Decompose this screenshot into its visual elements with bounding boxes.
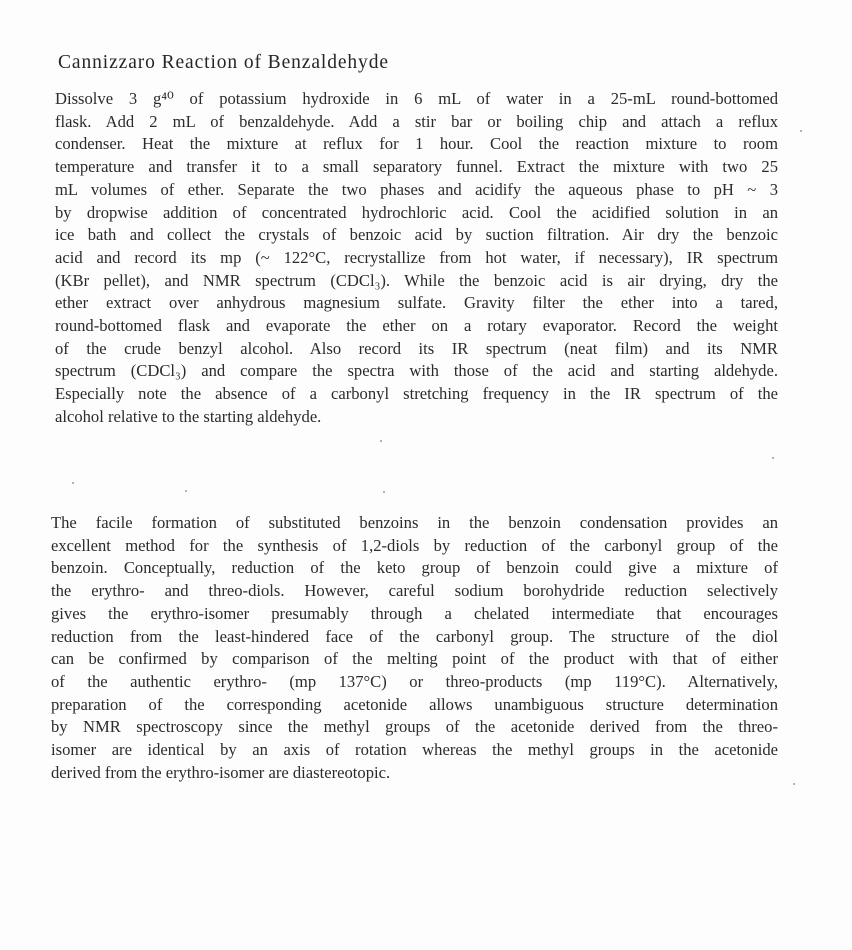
scan-speck (185, 490, 187, 492)
text-line: condenser. Heat the mixture at reflux for 1 hour. Cool the reaction mixture to room (55, 134, 778, 154)
scan-speck (772, 457, 774, 459)
text-line: preparation of the corresponding acetonide allows unambiguous structure determination (51, 694, 778, 714)
text-line: can be confirmed by comparison of the melting point of the product with that of either (51, 649, 778, 669)
discussion-paragraph (51, 512, 778, 784)
text-line: the erythro- and threo-diols. However, careful sodium borohydride reduction selectively (51, 581, 778, 601)
scan-speck (383, 491, 385, 493)
text-line: excellent method for the synthesis of 1,2-diols by reduction of the carbonyl group of the (51, 535, 778, 555)
text-line: ether extract over anhydrous magnesium sulfate. Gravity filter the ether into a tared, (55, 293, 778, 313)
text-line: by NMR spectroscopy since the methyl groups of the acetonide derived from the threo- (51, 717, 778, 737)
text-line: by dropwise addition of concentrated hydrochloric acid. Cool the acidified solution in an (55, 202, 778, 222)
text-line: benzoin. Conceptually, reduction of the keto group of benzoin could give a mixture of (51, 558, 778, 578)
text-line: spectrum (CDCl₃) and compare the spectra with those of the acid and starting aldehyde. (55, 361, 778, 381)
text-line: (KBr pellet), and NMR spectrum (CDCl₃). While the benzoic acid is air drying, dry the (55, 270, 778, 290)
section-title: Cannizzaro Reaction of Benzaldehyde (58, 52, 389, 73)
scan-speck (72, 482, 74, 484)
text-line: acid and record its mp (~ 122°C, recrystallize from hot water, if necessary), IR spectrum (55, 247, 778, 267)
text-line: of the authentic erythro- (mp 137°C) or threo-products (mp 119°C). Alternatively, (51, 671, 778, 691)
text-line: flask. Add 2 mL of benzaldehyde. Add a stir bar or boiling chip and attach a reflux (55, 111, 778, 131)
text-line: ice bath and collect the crystals of benzoic acid by suction filtration. Air dry the benzoic (55, 225, 778, 245)
procedure-paragraph (55, 88, 778, 429)
text-line: derived from the erythro-isomer are diastereotopic. (51, 762, 391, 782)
text-line: The facile formation of substituted benzoins in the benzoin condensation provides an (51, 513, 778, 532)
text-line: mL volumes of ether. Separate the two phases and acidify the aqueous phase to pH ~ 3 (55, 179, 778, 199)
text-line: isomer are identical by an axis of rotation whereas the methyl groups in the acetonide (51, 740, 778, 760)
scan-speck (800, 130, 802, 132)
scan-speck (793, 783, 795, 785)
text-line: of the crude benzyl alcohol. Also record its IR spectrum (neat film) and its NMR (55, 338, 778, 358)
scan-speck (380, 440, 382, 442)
text-line: temperature and transfer it to a small separatory funnel. Extract the mixture with two 25 (55, 157, 778, 177)
text-line: round-bottomed flask and evaporate the ether on a rotary evaporator. Record the weight (55, 316, 778, 336)
text-line: reduction from the least-hindered face of the carbonyl group. The structure of the diol (51, 626, 778, 646)
text-line: Especially note the absence of a carbonyl stretching frequency in the IR spectrum of the (55, 384, 778, 404)
text-line: Dissolve 3 g⁴⁰ of potassium hydroxide in 6 mL of water in a 25-mL round-bottomed (55, 89, 778, 108)
text-line: gives the erythro-isomer presumably through a chelated intermediate that encourages (51, 603, 778, 623)
text-line: alcohol relative to the starting aldehyde. (55, 406, 322, 426)
